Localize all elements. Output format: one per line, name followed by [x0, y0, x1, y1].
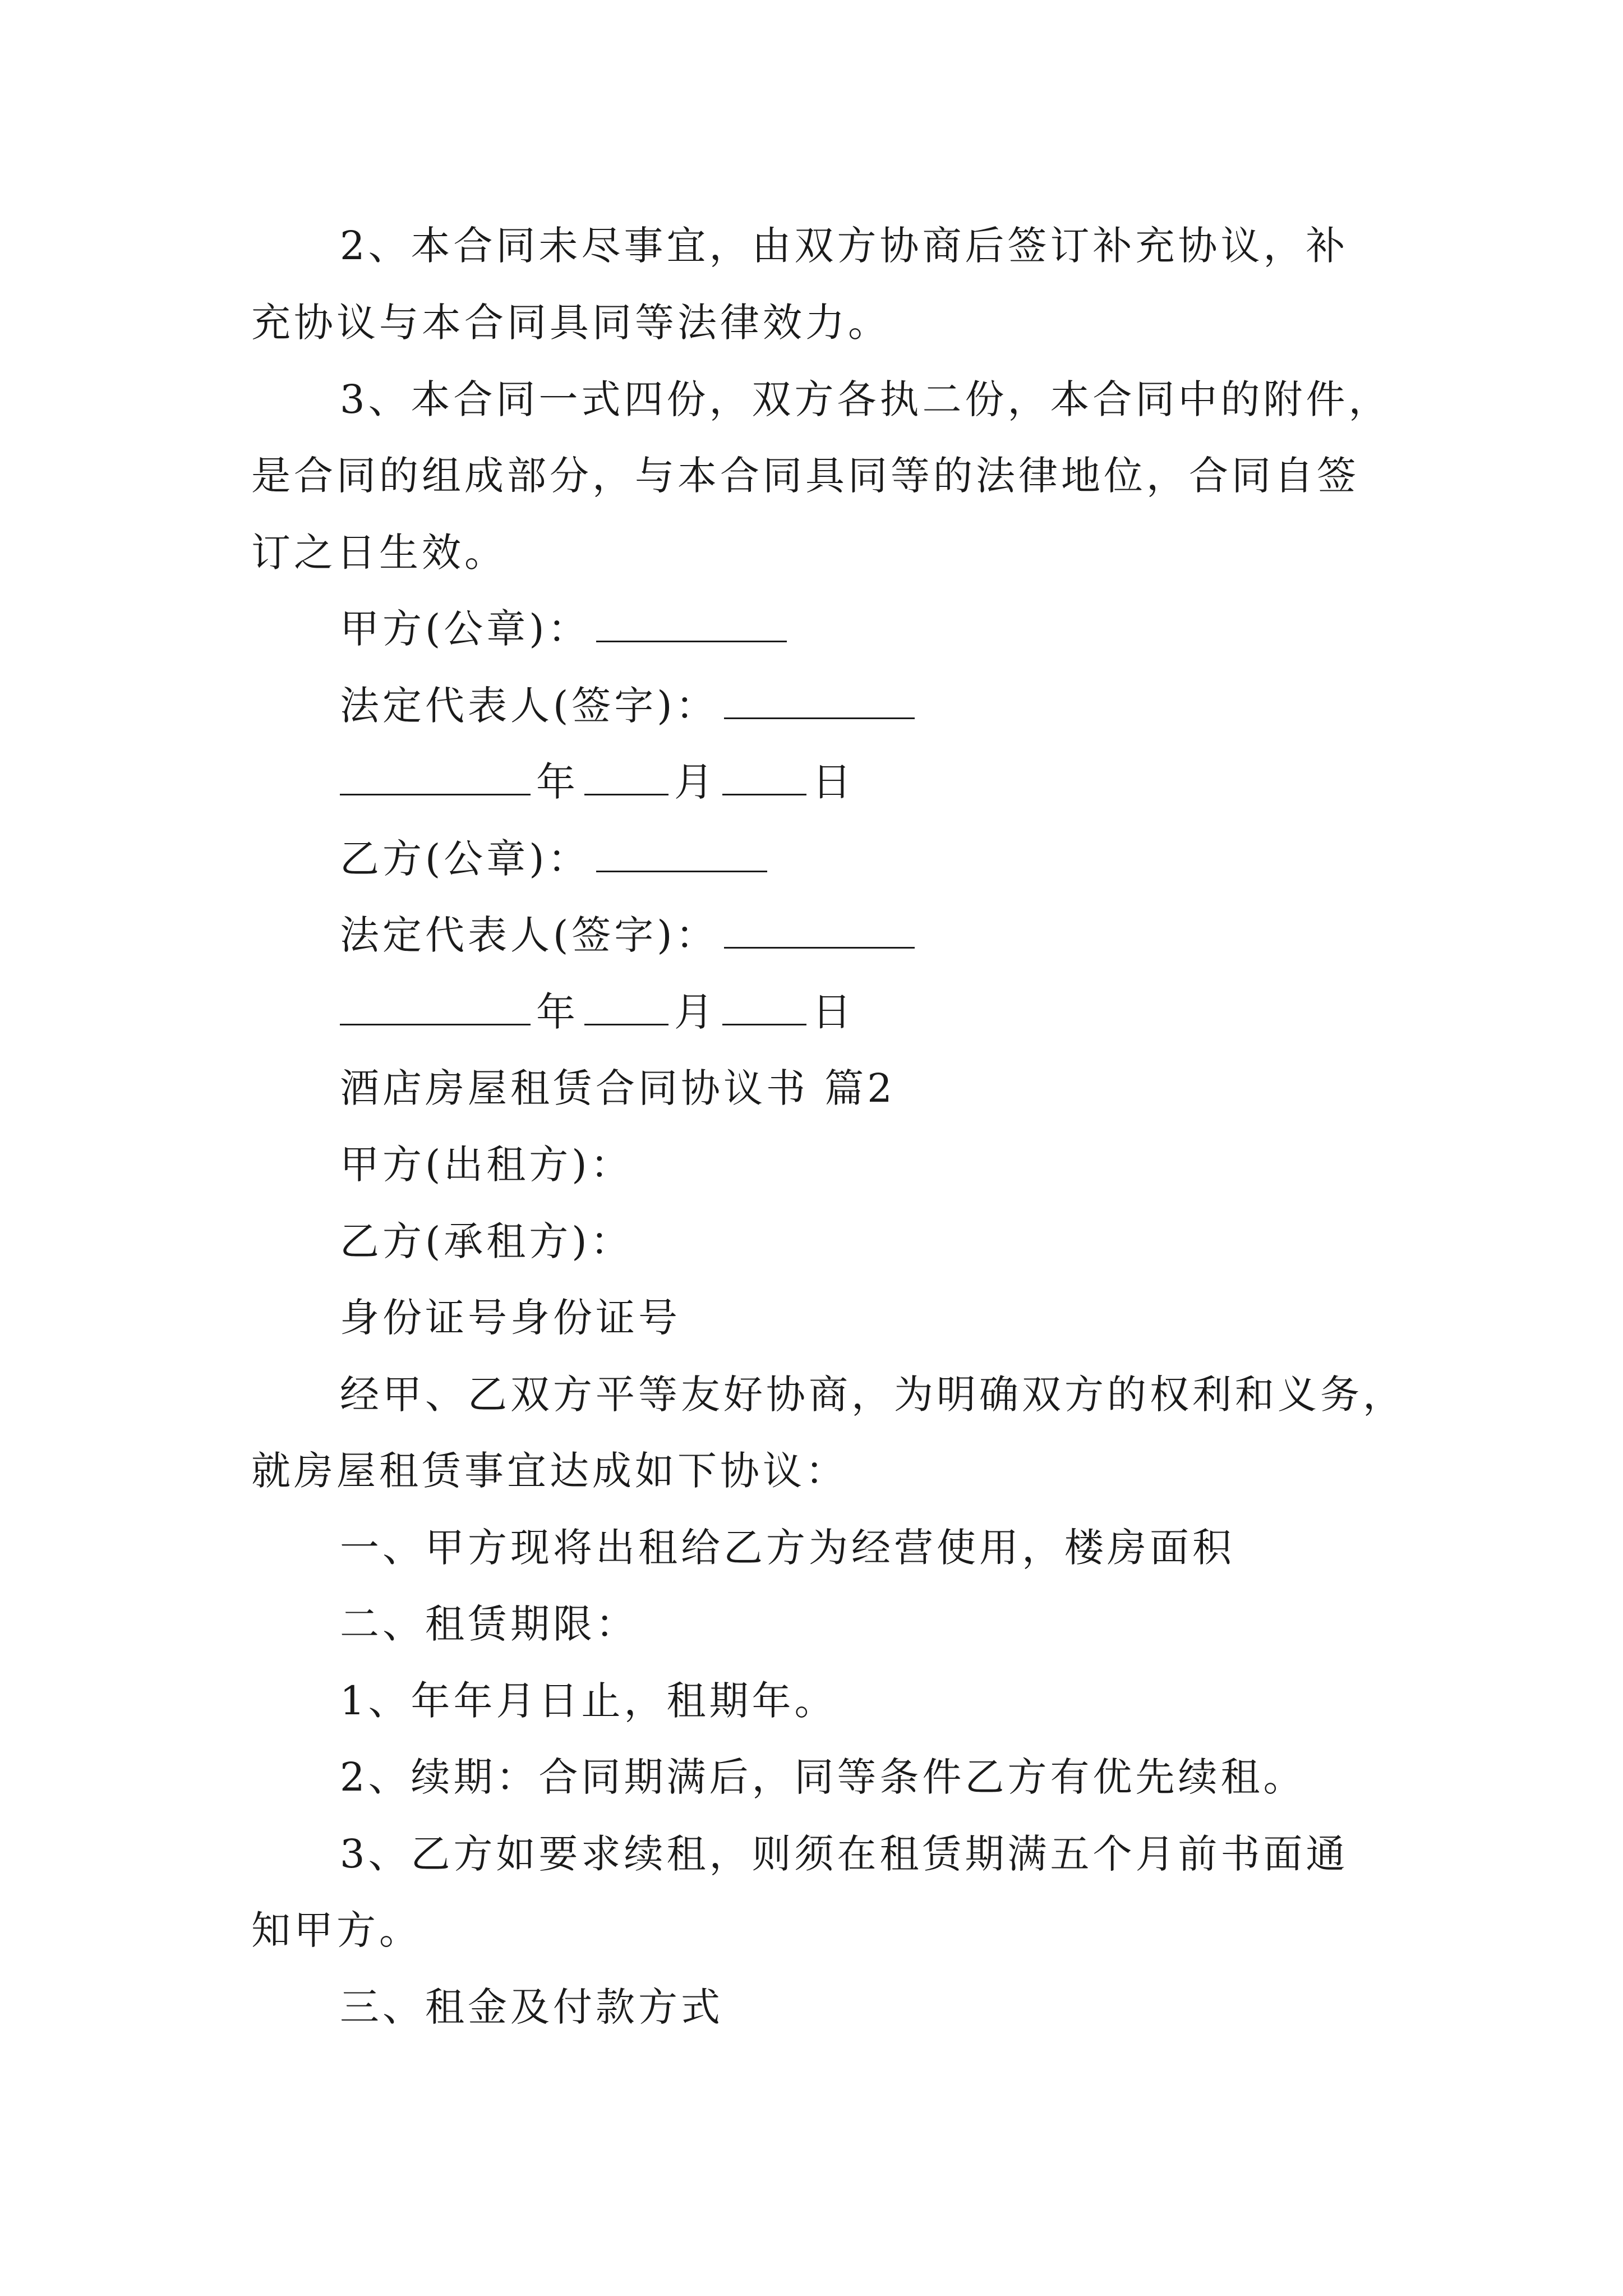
item-3-heading: 三、租金及付款方式	[340, 1984, 723, 2030]
clause-3-line-3: 订之日生效。	[251, 530, 507, 576]
clause-3-line-2: 是合同的组成部分，与本合同具同等的法律地位，合同自签	[251, 453, 1359, 499]
day-label-b: 日	[812, 989, 855, 1035]
party-b-seal-line	[340, 836, 1484, 881]
date-line-b	[340, 990, 1484, 1034]
rep-a-sign-blank	[724, 685, 915, 719]
item-2-3-line-1: 3、乙方如要求续租，则须在租赁期满五个月前书面通	[340, 1831, 1349, 1877]
rep-a-sign-line	[340, 683, 1484, 728]
month-label-b: 月	[674, 989, 717, 1035]
party-a-seal-blank	[596, 608, 787, 642]
date-line-a	[340, 760, 1484, 804]
day-blank-a	[722, 761, 806, 795]
year-label-b: 年	[536, 989, 579, 1035]
clause-2-line-1: 2、本合同未尽事宜，由双方协商后签订补充协议，补	[340, 223, 1349, 269]
item-2-2-line: 2、续期：合同期满后，同等条件乙方有优先续租。	[340, 1754, 1306, 1800]
rep-a-sign-label: 法定代表人(签字)：	[340, 683, 718, 729]
month-blank-a	[584, 761, 668, 795]
rep-b-sign-line	[340, 913, 1484, 958]
month-blank-b	[584, 991, 668, 1025]
lessee-line: 乙方(承租方)：	[340, 1218, 633, 1264]
item-2-3-line-2: 知甲方。	[251, 1907, 422, 1953]
clause-2-line-2: 充协议与本合同具同等法律效力。	[251, 300, 891, 346]
party-a-seal-label: 甲方(公章)：	[340, 606, 591, 652]
item-2-heading: 二、租赁期限：	[340, 1601, 638, 1647]
party-a-seal-line	[340, 606, 1484, 651]
day-blank-b	[722, 991, 806, 1025]
rep-b-sign-blank	[724, 914, 915, 949]
rep-b-sign-label: 法定代表人(签字)：	[340, 912, 718, 958]
day-label-a: 日	[812, 759, 855, 805]
intro-line-1: 经甲、乙双方平等友好协商，为明确双方的权利和义务，	[340, 1372, 1405, 1418]
section-2-heading: 酒店房屋租赁合同协议书 篇2	[340, 1065, 896, 1111]
party-b-seal-label: 乙方(公章)：	[340, 836, 591, 882]
year-label-a: 年	[536, 759, 579, 805]
party-b-seal-blank	[596, 838, 767, 872]
month-label-a: 月	[674, 759, 717, 805]
item-1-line: 一、甲方现将出租给乙方为经营使用，楼房面积	[340, 1525, 1235, 1571]
id-number-line: 身份证号身份证号	[340, 1295, 681, 1341]
item-2-1-line: 1、年年月日止，租期年。	[340, 1678, 837, 1724]
intro-line-2: 就房屋租赁事宜达成如下协议：	[251, 1448, 848, 1494]
year-blank-a	[340, 761, 531, 795]
year-blank-b	[340, 991, 531, 1025]
clause-3-line-1: 3、本合同一式四份，双方各执二份，本合同中的附件，	[340, 376, 1391, 422]
lessor-line: 甲方(出租方)：	[340, 1142, 633, 1188]
